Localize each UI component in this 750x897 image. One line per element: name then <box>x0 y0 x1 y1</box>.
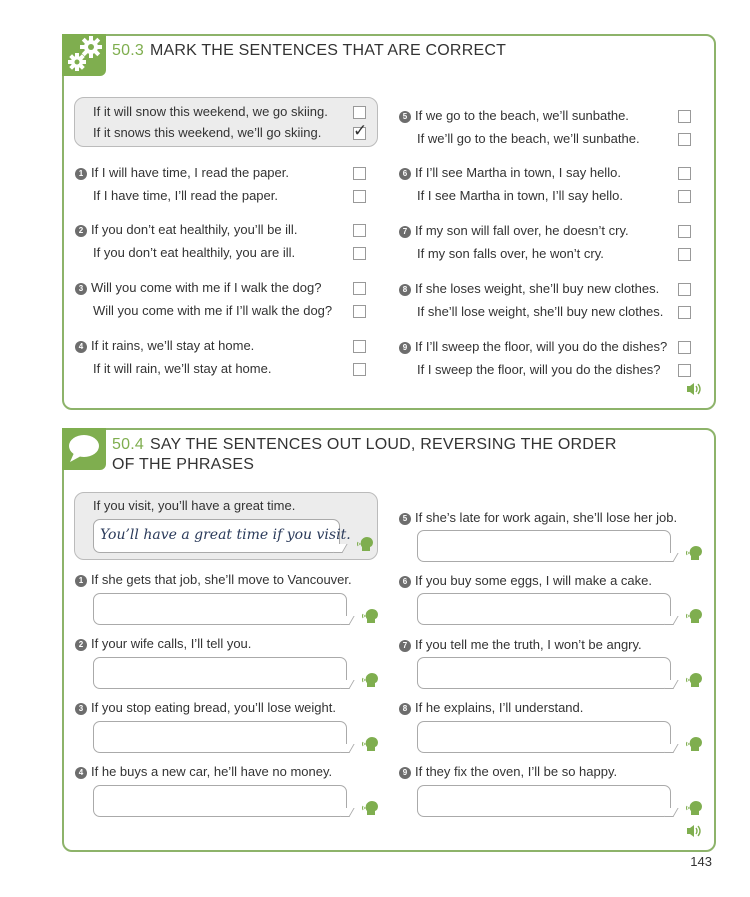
item-text: If you buy some eggs, I will make a cake. <box>415 573 652 588</box>
item-4-answer-box[interactable] <box>93 785 347 817</box>
example-sentence-a: If it will snow this weekend, we go skiing. <box>93 104 328 119</box>
item-text: Will you come with me if I walk the dog? <box>91 280 322 295</box>
item-number-badge: 7 <box>399 226 411 238</box>
item-5-sentence-b: If we’ll go to the beach, we’ll sunbathe. <box>417 131 640 146</box>
item-3-sentence-a <box>75 280 321 295</box>
item-number-badge: 1 <box>75 168 87 180</box>
item-7-sentence-b: If my son falls over, he won’t cry. <box>417 246 604 261</box>
speaking-head-icon <box>361 736 379 752</box>
speaking-head-icon <box>685 800 703 816</box>
item-9-answer-box[interactable] <box>417 785 671 817</box>
item-text: If your wife calls, I’ll tell you. <box>91 636 252 651</box>
item-4-sentence-b: If it will rain, we’ll stay at home. <box>93 361 272 376</box>
speaking-head-icon <box>361 608 379 624</box>
item-number-badge: 2 <box>75 225 87 237</box>
item-2-checkbox-a[interactable] <box>353 224 366 237</box>
item-8-prompt <box>399 700 583 715</box>
item-7-checkbox-a[interactable] <box>678 225 691 238</box>
item-text: If you stop eating bread, you’ll lose weight. <box>91 700 336 715</box>
exercise-number: 50.4 <box>112 436 144 453</box>
item-number-badge: 4 <box>75 767 87 779</box>
exercise-title-line1: SAY THE SENTENCES OUT LOUD, REVERSING THE ORDER <box>149 436 617 453</box>
exercise-title <box>112 42 506 60</box>
speaking-head-icon <box>361 800 379 816</box>
item-8-checkbox-a[interactable] <box>678 283 691 296</box>
check-mark-icon: ✓ <box>353 121 368 140</box>
item-1-prompt <box>75 572 352 587</box>
item-2-prompt <box>75 636 251 651</box>
speaking-head-icon <box>685 608 703 624</box>
example-sentence-b: If it snows this weekend, we’ll go skiing. <box>93 125 322 140</box>
speaker-icon[interactable] <box>685 823 703 839</box>
item-8-sentence-a <box>399 281 659 296</box>
item-text: If he explains, I’ll understand. <box>415 700 584 715</box>
item-2-sentence-a <box>75 222 297 237</box>
item-5-checkbox-b[interactable] <box>678 133 691 146</box>
item-number-badge: 8 <box>399 703 411 715</box>
item-number-badge: 8 <box>399 284 411 296</box>
speaking-head-icon <box>356 536 374 552</box>
item-number-badge: 6 <box>399 576 411 588</box>
item-number-badge: 5 <box>399 513 411 525</box>
item-3-checkbox-b[interactable] <box>353 305 366 318</box>
item-text: If it rains, we’ll stay at home. <box>91 338 255 353</box>
item-5-prompt <box>399 510 677 525</box>
page-number: 143 <box>690 854 712 869</box>
speaking-head-icon <box>685 672 703 688</box>
item-1-checkbox-b[interactable] <box>353 190 366 203</box>
item-9-sentence-a <box>399 339 667 354</box>
item-8-answer-box[interactable] <box>417 721 671 753</box>
item-3-sentence-b: Will you come with me if I’ll walk the dog? <box>93 303 333 318</box>
item-text: If we go to the beach, we’ll sunbathe. <box>415 108 629 123</box>
item-text: If you don’t eat healthily, you’ll be ill. <box>91 222 298 237</box>
speech-bubble-icon <box>62 428 106 470</box>
item-7-answer-box[interactable] <box>417 657 671 689</box>
item-4-prompt <box>75 764 332 779</box>
item-5-sentence-a <box>399 108 629 123</box>
item-1-checkbox-a[interactable] <box>353 167 366 180</box>
item-number-badge: 9 <box>399 342 411 354</box>
item-7-prompt <box>399 637 642 652</box>
item-8-checkbox-b[interactable] <box>678 306 691 319</box>
item-5-checkbox-a[interactable] <box>678 110 691 123</box>
item-number-badge: 5 <box>399 111 411 123</box>
item-number-badge: 6 <box>399 168 411 180</box>
example-checkbox-a[interactable] <box>353 106 366 119</box>
item-2-checkbox-b[interactable] <box>353 247 366 260</box>
item-text: If he buys a new car, he’ll have no money. <box>91 764 333 779</box>
item-number-badge: 4 <box>75 341 87 353</box>
gears-icon <box>62 34 106 76</box>
item-text: If they fix the oven, I’ll be so happy. <box>415 764 618 779</box>
item-6-answer-box[interactable] <box>417 593 671 625</box>
item-4-sentence-a <box>75 338 254 353</box>
item-text: If she loses weight, she’ll buy new clothes. <box>415 281 660 296</box>
item-1-sentence-a <box>75 165 289 180</box>
item-text: If she’s late for work again, she’ll lose her job. <box>415 510 678 525</box>
item-9-checkbox-b[interactable] <box>678 364 691 377</box>
item-number-badge: 9 <box>399 767 411 779</box>
item-6-prompt <box>399 573 652 588</box>
item-text: If I will have time, I read the paper. <box>91 165 289 180</box>
speaker-icon[interactable] <box>685 381 703 397</box>
exercise-title <box>112 435 617 455</box>
item-4-checkbox-b[interactable] <box>353 363 366 376</box>
item-6-sentence-b: If I see Martha in town, I’ll say hello. <box>417 188 623 203</box>
item-number-badge: 3 <box>75 703 87 715</box>
item-number-badge: 7 <box>399 640 411 652</box>
item-6-checkbox-b[interactable] <box>678 190 691 203</box>
item-2-answer-box[interactable] <box>93 657 347 689</box>
item-3-checkbox-a[interactable] <box>353 282 366 295</box>
item-number-badge: 1 <box>75 575 87 587</box>
speaking-head-icon <box>685 736 703 752</box>
item-text: If I’ll see Martha in town, I say hello. <box>415 165 621 180</box>
exercise-title-line2: OF THE PHRASES <box>112 456 255 473</box>
item-9-prompt <box>399 764 617 779</box>
item-8-sentence-b: If she’ll lose weight, she’ll buy new clothes. <box>417 304 664 319</box>
speaking-head-icon <box>685 545 703 561</box>
example-checkbox-b[interactable] <box>353 121 368 140</box>
item-3-prompt <box>75 700 336 715</box>
item-number-badge: 2 <box>75 639 87 651</box>
example-prompt: If you visit, you’ll have a great time. <box>93 498 296 513</box>
speaking-head-icon <box>361 672 379 688</box>
item-1-answer-box[interactable] <box>93 593 347 625</box>
item-7-sentence-a <box>399 223 629 238</box>
item-3-answer-box[interactable] <box>93 721 347 753</box>
item-1-sentence-b: If I have time, I’ll read the paper. <box>93 188 278 203</box>
item-text: If you tell me the truth, I won’t be angry. <box>415 637 642 652</box>
item-number-badge: 3 <box>75 283 87 295</box>
item-6-sentence-a <box>399 165 621 180</box>
item-9-sentence-b: If I sweep the floor, will you do the dishes? <box>417 362 661 377</box>
item-text: If she gets that job, she’ll move to Vancouver. <box>91 572 352 587</box>
item-5-answer-box[interactable] <box>417 530 671 562</box>
exercise-number: 50.3 <box>112 42 144 59</box>
item-2-sentence-b: If you don’t eat healthily, you are ill. <box>93 245 296 260</box>
example-answer-text: You’ll have a great time if you visit. <box>100 527 351 543</box>
item-text: If I’ll sweep the floor, will you do the dishes? <box>415 339 668 354</box>
item-6-checkbox-a[interactable] <box>678 167 691 180</box>
item-text: If my son will fall over, he doesn’t cry. <box>415 223 629 238</box>
item-9-checkbox-a[interactable] <box>678 341 691 354</box>
item-7-checkbox-b[interactable] <box>678 248 691 261</box>
item-4-checkbox-a[interactable] <box>353 340 366 353</box>
exercise-title-text: MARK THE SENTENCES THAT ARE CORRECT <box>149 42 507 59</box>
